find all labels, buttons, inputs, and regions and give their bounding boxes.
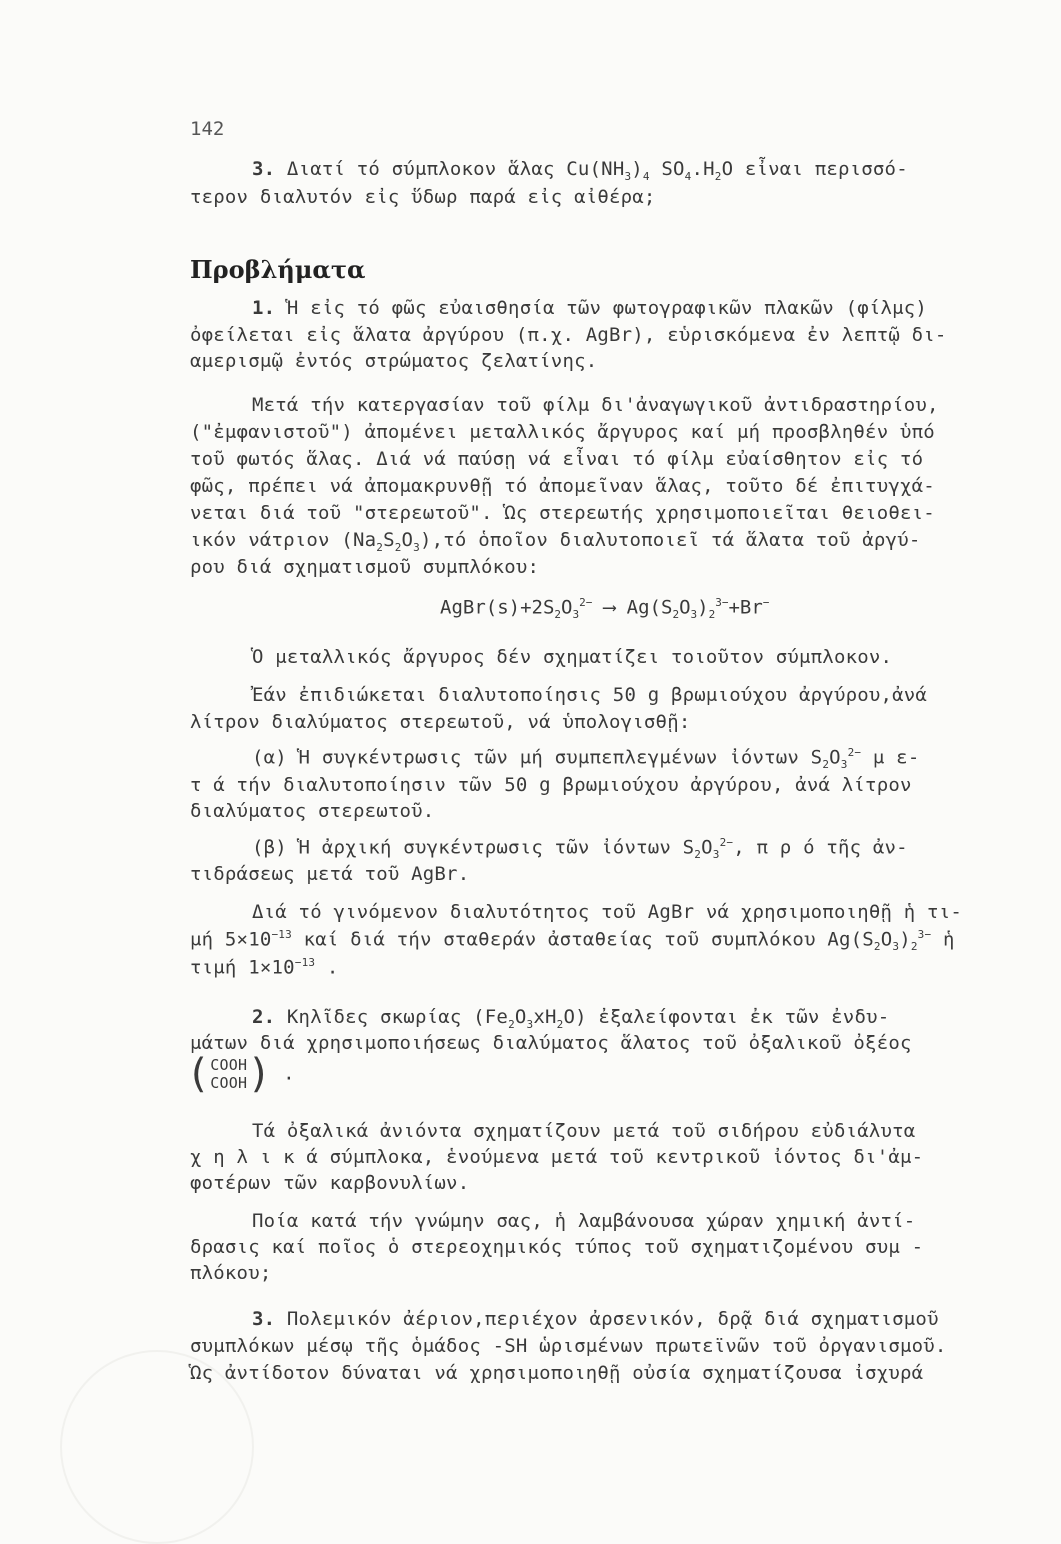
text-span: O <box>514 1006 527 1028</box>
paragraph-2-line-2: ("ἐμφανιστοῦ") ἀπομένει μεταλλικός ἄργυρος καί μή προσβληθέν ὑπό <box>190 421 935 443</box>
subscript: 3 <box>892 940 900 954</box>
text-span: SO <box>661 158 685 180</box>
part-a-line-2: τ ά τήν διαλυτοποίησιν τῶν 50 g βρωμιούχου ἀργύρου, ἀνά λίτρον <box>190 774 912 796</box>
paren-right: ) <box>247 1051 272 1097</box>
problem-3-line-3: Ὡς ἀντίδοτον δύναται νά χρησιμοποιηθῇ οὐσία σχηματίζουσα ἰσχυρά <box>190 1362 924 1384</box>
text-span: O <box>880 928 893 951</box>
subscript: 2 <box>376 540 384 554</box>
problem-1-number: 1. <box>252 297 276 319</box>
text-span: xH <box>533 1006 557 1028</box>
text-span: S <box>383 529 395 551</box>
page-number: 142 <box>190 118 225 140</box>
paragraph-2-line-4: φῶς, πρέπει νά ἀπομακρυνθῇ τό ἀπομεῖναν ἅλας, τοῦτο δέ ἐπιτυγχά- <box>190 475 935 497</box>
subscript: 3 <box>840 758 848 772</box>
text-span: Πολεμικόν ἀέριον,περιέχον ἀρσενικόν, δρᾷ διά σχηματισμοῦ <box>275 1308 939 1330</box>
text-span: Διατί τό σύμπλοκον ἅλας Cu(NH <box>286 158 625 180</box>
text-span: +Br <box>728 596 763 619</box>
constants-line-3 <box>190 956 339 978</box>
text-span: O <box>701 836 713 859</box>
subscript: 4 <box>684 169 692 183</box>
paragraph-6-line-3: φοτέρων τῶν καρβονυλίων. <box>190 1172 470 1194</box>
subscript: 2 <box>556 1017 564 1031</box>
paragraph-6-line-1: Τά ὀξαλικά ἀνιόντα σχηματίζουν μετά τοῦ σιδήρου εὐδιάλυτα <box>252 1120 916 1142</box>
oxalic-acid-formula <box>186 1051 295 1097</box>
text-span: AgBr(s)+2S <box>440 596 555 619</box>
text-span: ) <box>631 158 643 180</box>
part-a-line-3: διαλύματος στερεωτοῦ. <box>190 800 435 822</box>
question-3-line-1 <box>252 158 908 183</box>
superscript: 3− <box>715 596 729 609</box>
text-span: .H <box>691 158 715 180</box>
cooh-top: COOH <box>210 1056 248 1074</box>
superscript: 3− <box>917 928 932 941</box>
subscript: 2 <box>672 608 680 622</box>
subscript: 3 <box>690 608 698 622</box>
problem-3-number: 3. <box>252 1308 276 1330</box>
subscript: 3 <box>526 1017 534 1031</box>
arrow-icon: ⟶ <box>592 596 627 619</box>
subscript: 2 <box>910 940 918 954</box>
paragraph-4-line-2: λίτρον διαλύματος στερεωτοῦ, νά ὑπολογισθῇ: <box>190 711 691 733</box>
subscript: 2 <box>394 540 402 554</box>
problem-3-line-2: συμπλόκων μέσῳ τῆς ὁμάδος -SH ὡρισμένων πρωτεϊνῶν τοῦ ὀργανισμοῦ. <box>190 1335 947 1357</box>
problem-2-line-1 <box>252 1006 889 1031</box>
subscript: 2 <box>554 608 562 622</box>
text-span: ικόν νάτριον (Na <box>190 529 377 551</box>
superscript: 2− <box>719 836 734 849</box>
superscript: − <box>762 596 770 609</box>
question-3-number: 3. <box>252 158 276 180</box>
constants-line-1: Διά τό γινόμενον διαλυτότητος τοῦ AgBr νά χρησιμοποιηθῇ ἡ τι- <box>252 901 962 923</box>
cooh-stack <box>210 1056 247 1092</box>
paren-left: ( <box>186 1051 211 1097</box>
paragraph-3: Ὁ μεταλλικός ἄργυρος δέν σχηματίζει τοιοῦτον σύμπλοκον. <box>252 646 893 668</box>
faint-stamp-watermark <box>60 1350 254 1544</box>
problem-3-line-1 <box>252 1308 939 1330</box>
problem-1-line-2: ὀφείλεται εἰς ἅλατα ἀργύρου (π.χ. AgBr), εὑρισκόμενα ἐν λεπτῷ δι- <box>190 324 947 346</box>
text-span: . <box>315 956 339 979</box>
text-span: O <box>829 746 841 769</box>
text-span: ἡ <box>931 928 955 951</box>
part-b-line-2: τιδράσεως μετά τοῦ AgBr. <box>190 863 470 885</box>
text-span: (β) Ἡ ἀρχική συγκέντρωσις τῶν ἰόντων S <box>252 836 695 859</box>
subscript: 3 <box>413 540 420 554</box>
paragraph-4-line-1: Ἐάν ἐπιδιώκεται διαλυτοποίησις 50 g βρωμιούχου ἀργύρου,ἀνά <box>252 684 928 706</box>
text-span: , π ρ ό τῆς ἀν- <box>733 836 908 859</box>
problem-1-line-3: αμερισμῷ ἐντός στρώματος ζελατίνης. <box>190 350 598 372</box>
superscript: −13 <box>271 928 292 941</box>
subscript: 3 <box>572 608 580 622</box>
problem-1-line-1 <box>252 297 927 319</box>
text-span: O εἶναι περισσό- <box>721 158 908 180</box>
text-span: Ἡ εἰς τό φῶς εὐαισθησία τῶν φωτογραφικῶν πλακῶν (φίλμς) <box>275 297 928 319</box>
paragraph-7-line-3: πλόκου; <box>190 1262 272 1284</box>
text-span: O <box>401 529 414 551</box>
text-span: ) <box>899 928 911 951</box>
text-span: ),τό ὁποῖον διαλυτοποιεῖ τά ἅλατα τοῦ ἀργύ- <box>420 529 921 551</box>
superscript: −13 <box>294 956 316 969</box>
text-span: . <box>271 1062 295 1085</box>
subscript: 2 <box>508 1017 515 1031</box>
paragraph-2-line-1: Μετά τήν κατεργασίαν τοῦ φίλμ δι'ἀναγωγικοῦ ἀντιδραστηρίου, <box>252 394 939 416</box>
constants-line-2 <box>190 928 955 953</box>
text-span: (α) Ἡ συγκέντρωσις τῶν μή συμπεπλεγμένων ἰόντων S <box>252 746 823 769</box>
superscript: 2− <box>847 746 862 759</box>
paragraph-2-line-5: νεται διά τοῦ "στερεωτοῦ". Ὡς στερεωτής χρησιμοποιεῖται θειοθει- <box>190 502 935 524</box>
paragraph-2-line-7: ρου διά σχηματισμοῦ συμπλόκου: <box>190 556 540 578</box>
paragraph-6-line-2: χ η λ ι κ ά σύμπλοκα, ἑνούμενα μετά τοῦ κεντρικοῦ ἰόντος δι'ἀμ- <box>190 1146 924 1168</box>
paragraph-2-line-6 <box>190 529 920 554</box>
text-span: μή 5×10 <box>190 928 272 951</box>
subscript: 2 <box>873 940 881 954</box>
subscript: 2 <box>714 169 722 183</box>
cooh-bottom: COOH <box>210 1074 248 1092</box>
superscript: 2− <box>579 596 593 609</box>
text-span: μ ε- <box>861 746 920 769</box>
part-b-line-1 <box>252 836 908 861</box>
text-span: τιμή 1×10 <box>190 956 295 979</box>
paragraph-7-line-2: δρασις καί ποῖος ὁ στερεοχημικός τύπος τοῦ σχηματιζομένου συμ - <box>190 1236 924 1258</box>
chemical-equation <box>440 596 769 621</box>
subscript: 3 <box>624 169 632 183</box>
subscript: 2 <box>694 848 702 862</box>
paragraph-7-line-1: Ποία κατά τήν γνώμην σας, ἡ λαμβάνουσα χώραν χημική ἀντί- <box>252 1210 916 1232</box>
text-span: O <box>679 596 691 619</box>
subscript: 3 <box>712 848 720 862</box>
problem-2-line-2: μάτων διά χρησιμοποιήσεως διαλύματος ἅλατος τοῦ ὀξαλικοῦ ὀξέος <box>190 1032 912 1054</box>
problem-2-number: 2. <box>252 1006 276 1028</box>
paragraph-2-line-3: τοῦ φωτός ἅλας. Διά νά παύσῃ νά εἶναι τό φίλμ εὐαίσθητον εἰς τό <box>190 448 924 470</box>
text-span: O <box>561 596 573 619</box>
subscript: 2 <box>708 608 716 622</box>
text-span: καί διά τήν σταθεράν ἀσταθείας τοῦ συμπλόκου Ag(S <box>291 928 874 951</box>
part-a-line-1 <box>252 746 919 771</box>
text-span: O) ἐξαλείφονται ἐκ τῶν ἐνδυ- <box>563 1006 890 1028</box>
text-span: Κηλῖδες σκωρίας (Fe <box>275 1006 509 1028</box>
section-heading: Προβλήματα <box>190 255 366 284</box>
subscript: 4 <box>642 169 650 183</box>
text-span: Ag(S <box>626 596 673 619</box>
text-span: ) <box>697 596 709 619</box>
question-3-line-2: τερον διαλυτόν εἰς ὕδωρ παρά εἰς αἰθέρα; <box>190 186 656 208</box>
subscript: 2 <box>822 758 830 772</box>
